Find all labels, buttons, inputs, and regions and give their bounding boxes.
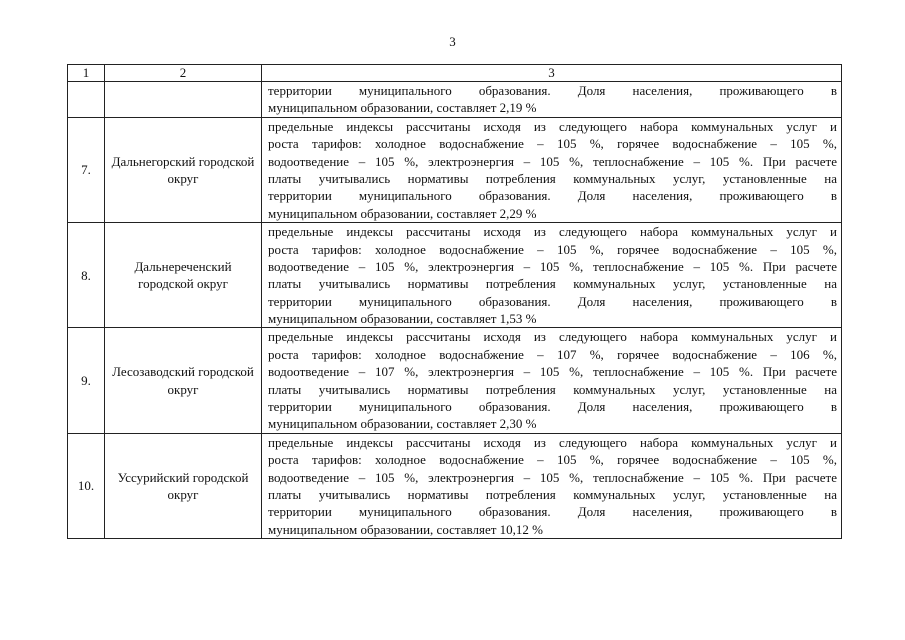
description-line: водоотведение – 105 %, электроэнергия – 105 %, теплоснабжение – 105 %. При расчете	[268, 469, 837, 485]
description-line: территории муниципального образования. Доля населения, проживающего в	[268, 399, 837, 415]
description-line: территории муниципального образования. Доля населения, проживающего в	[268, 188, 837, 204]
description-line: муниципальном образовании, составляет 2,19 %	[268, 100, 537, 116]
description-line: предельные индексы рассчитаны исходя из следующего набора коммунальных услуг и	[268, 329, 837, 345]
description-line: роста тарифов: холодное водоснабжение – 107 %, горячее водоснабжение – 106 %,	[268, 346, 837, 362]
column-header-1: 1	[68, 65, 105, 82]
description-line: предельные индексы рассчитаны исходя из следующего набора коммунальных услуг и	[268, 434, 837, 450]
continuation-name-cell	[105, 82, 262, 118]
description-line: предельные индексы рассчитаны исходя из следующего набора коммунальных услуг и	[268, 118, 837, 134]
page-number: 3	[449, 34, 456, 49]
description-line: водоотведение – 107 %, электроэнергия – 105 %, теплоснабжение – 105 %. При расчете	[268, 364, 837, 380]
description-line: муниципальном образовании, составляет 2,29 %	[268, 205, 537, 221]
description-line: платы учитывались нормативы потребления коммунальных услуг, установленные на	[268, 276, 837, 292]
description-line: платы учитывались нормативы потребления коммунальных услуг, установленные на	[268, 486, 837, 502]
description-line: роста тарифов: холодное водоснабжение – 105 %, горячее водоснабжение – 105 %,	[268, 241, 837, 257]
continuation-description-cell	[262, 82, 842, 118]
row-number: 8.	[68, 223, 105, 328]
municipality-name: Лесозаводский городской округ	[105, 328, 262, 433]
description-line: муниципальном образовании, составляет 1,53 %	[268, 311, 537, 327]
description-line: предельные индексы рассчитаны исходя из следующего набора коммунальных услуг и	[268, 224, 837, 240]
municipality-name: Дальнереченский городской округ	[105, 223, 262, 328]
description-line: платы учитывались нормативы потребления коммунальных услуг, установленные на	[268, 381, 837, 397]
description-line: платы учитывались нормативы потребления коммунальных услуг, установленные на	[268, 170, 837, 186]
tariff-description	[262, 117, 842, 222]
description-line: водоотведение – 105 %, электроэнергия – 105 %, теплоснабжение – 105 %. При расчете	[268, 153, 837, 169]
continuation-number-cell	[68, 82, 105, 118]
description-line: водоотведение – 105 %, электроэнергия – 105 %, теплоснабжение – 105 %. При расчете	[268, 258, 837, 274]
description-line: территории муниципального образования. Доля населения, проживающего в	[268, 293, 837, 309]
row-number: 9.	[68, 328, 105, 433]
municipality-name: Дальнегорский городской округ	[105, 117, 262, 222]
description-line: муниципальном образовании, составляет 2,30 %	[268, 416, 537, 432]
column-header-2: 2	[105, 65, 262, 82]
table-row	[68, 433, 842, 538]
row-number: 10.	[68, 433, 105, 538]
tariff-description	[262, 433, 842, 538]
tariff-description	[262, 223, 842, 328]
table-row	[68, 223, 842, 328]
municipality-name: Уссурийский городской округ	[105, 433, 262, 538]
tariff-description	[262, 328, 842, 433]
description-line: территории муниципального образования. Доля населения, проживающего в	[268, 83, 837, 98]
table-row	[68, 328, 842, 433]
description-line: муниципальном образовании, составляет 10,12 %	[268, 521, 543, 537]
description-line: роста тарифов: холодное водоснабжение – 105 %, горячее водоснабжение – 105 %,	[268, 452, 837, 468]
description-line: территории муниципального образования. Доля населения, проживающего в	[268, 504, 837, 520]
continuation-row	[68, 82, 842, 118]
table-header-row	[68, 65, 842, 82]
column-header-3: 3	[262, 65, 842, 82]
tariff-index-table	[67, 64, 842, 539]
table-row	[68, 117, 842, 222]
description-line: роста тарифов: холодное водоснабжение – 105 %, горячее водоснабжение – 105 %,	[268, 136, 837, 152]
row-number: 7.	[68, 117, 105, 222]
